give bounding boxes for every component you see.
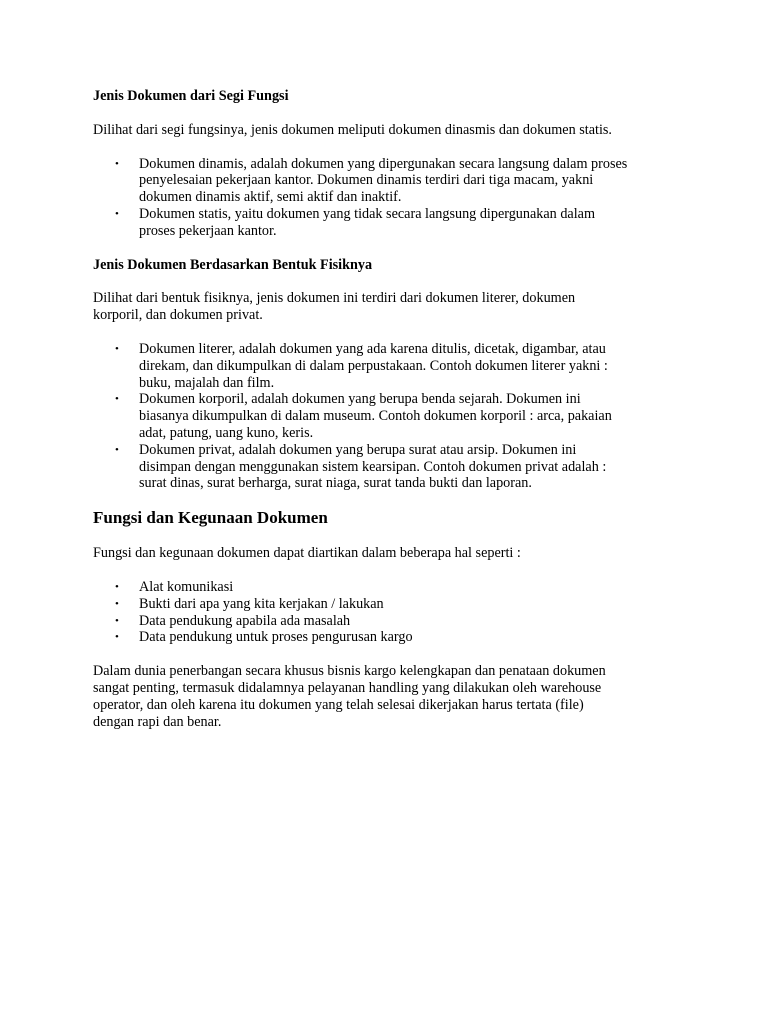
list-item <box>93 629 693 646</box>
list-item <box>93 442 693 492</box>
text-line: surat dinas, surat berharga, surat niaga, surat tanda bukti dan laporan. <box>139 475 532 492</box>
text-line: Bukti dari apa yang kita kerjakan / lakukan <box>139 595 384 612</box>
text-line: korporil, dan dokumen privat. <box>93 307 263 324</box>
text-line: Dokumen literer, adalah dokumen yang ada karena ditulis, dicetak, digambar, atau <box>139 340 606 357</box>
text-line: dokumen dinamis aktif, semi aktif dan inaktif. <box>139 189 402 206</box>
section-heading-jenis-fungsi: Jenis Dokumen dari Segi Fungsi <box>93 88 289 104</box>
bullet-icon: • <box>115 443 119 456</box>
paragraph-intro-kegunaan: Fungsi dan kegunaan dokumen dapat diartikan dalam beberapa hal seperti : <box>93 545 521 562</box>
text-line: biasanya dikumpulkan di dalam museum. Contoh dokumen korporil : arca, pakaian <box>139 408 612 425</box>
bullet-icon: • <box>115 157 119 170</box>
document-body <box>93 88 693 730</box>
text-line: adat, patung, uang kuno, keris. <box>139 424 314 441</box>
section-heading-jenis-fisik: Jenis Dokumen Berdasarkan Bentuk Fisiknya <box>93 256 373 273</box>
text-line: Dokumen korporil, adalah dokumen yang berupa benda sejarah. Dokumen ini <box>139 391 581 408</box>
text-line: Data pendukung apabila ada masalah <box>139 612 351 629</box>
list-item <box>93 341 693 391</box>
text-line: direkam, dan dikumpulkan di dalam perpustakaan. Contoh dokumen literer yakni : <box>139 357 608 374</box>
list-item <box>93 156 693 206</box>
text-line: Data pendukung untuk proses pengurusan kargo <box>139 629 413 646</box>
paragraph-intro-fungsi: Dilihat dari segi fungsinya, jenis dokumen meliputi dokumen dinasmis dan dokumen statis. <box>93 121 612 138</box>
bullet-icon: • <box>115 342 119 355</box>
bullet-icon: • <box>115 631 119 644</box>
bullet-icon: • <box>115 614 119 627</box>
text-line: operator, dan oleh karena itu dokumen yang telah selesai dikerjakan harus tertata (file) <box>93 696 584 713</box>
list-item <box>93 391 693 441</box>
text-line: Alat komunikasi <box>139 578 234 595</box>
text-line: sangat penting, termasuk didalamnya pelayanan handling yang dilakukan oleh warehouse <box>93 679 602 696</box>
bullet-list-kegunaan <box>93 579 693 646</box>
text-line: Dokumen dinamis, adalah dokumen yang dipergunakan secara langsung dalam proses <box>139 155 628 172</box>
text-line: Dilihat dari bentuk fisiknya, jenis dokumen ini terdiri dari dokumen literer, dokumen <box>93 290 576 307</box>
bullet-icon: • <box>115 393 119 406</box>
section-heading-fungsi-kegunaan: Fungsi dan Kegunaan Dokumen <box>93 508 328 528</box>
text-line: dengan rapi dan benar. <box>93 713 222 730</box>
bullet-icon: • <box>115 597 119 610</box>
text-line: Dalam dunia penerbangan secara khusus bisnis kargo kelengkapan dan penataan dokumen <box>93 663 606 680</box>
list-item <box>93 206 693 240</box>
list-item <box>93 579 693 596</box>
bullet-list-fungsi <box>93 156 693 240</box>
bullet-icon: • <box>115 580 119 593</box>
text-line: penyelesaian pekerjaan kantor. Dokumen dinamis terdiri dari tiga macam, yakni <box>139 172 594 189</box>
bullet-icon: • <box>115 207 119 220</box>
text-line: buku, majalah dan film. <box>139 374 275 391</box>
bullet-list-fisik <box>93 341 693 492</box>
text-line: proses pekerjaan kantor. <box>139 222 277 239</box>
text-line: Dokumen privat, adalah dokumen yang berupa surat atau arsip. Dokumen ini <box>139 441 577 458</box>
list-item <box>93 613 693 630</box>
text-line: Dokumen statis, yaitu dokumen yang tidak secara langsung dipergunakan dalam <box>139 205 595 222</box>
paragraph-intro-fisik <box>93 290 693 324</box>
paragraph-closing <box>93 663 693 730</box>
list-item <box>93 596 693 613</box>
text-line: disimpan dengan menggunakan sistem kearsipan. Contoh dokumen privat adalah : <box>139 458 607 475</box>
